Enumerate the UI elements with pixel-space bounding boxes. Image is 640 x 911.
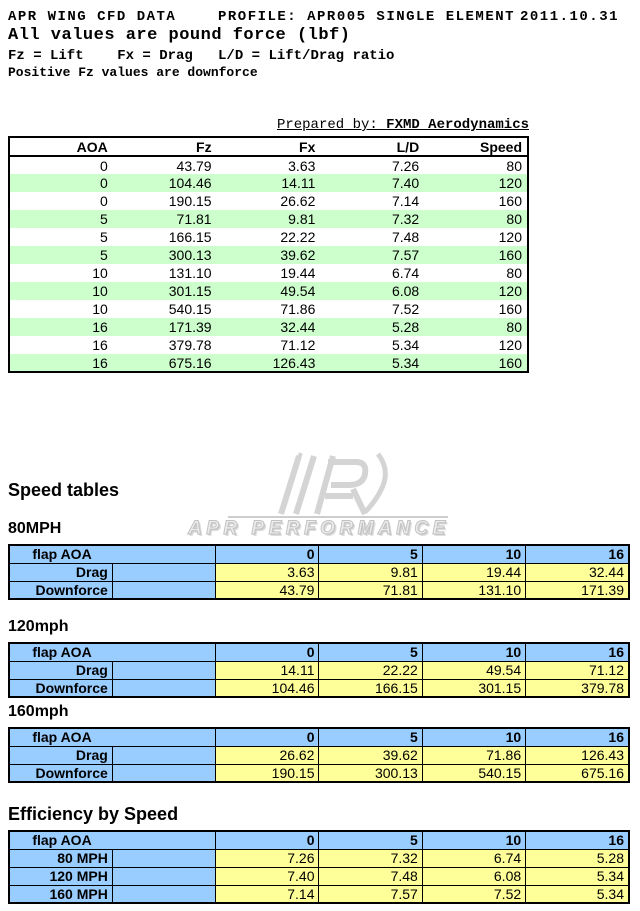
- value-cell: 7.14: [216, 885, 319, 903]
- row-label: Drag: [9, 563, 112, 581]
- table-row: [9, 282, 528, 300]
- cell: 120: [498, 229, 522, 245]
- corner-label-cell: flap AOA: [9, 831, 216, 849]
- corner-label-cell: flap AOA: [9, 545, 216, 563]
- cell: 71.12: [280, 337, 316, 353]
- cell: 26.62: [280, 193, 316, 209]
- cell: 120: [498, 175, 522, 191]
- cell: 675.16: [168, 354, 212, 371]
- efficiency-table: [8, 830, 630, 904]
- value-cell: 3.63: [216, 563, 319, 581]
- cell: 10: [92, 301, 108, 317]
- cell: 16: [92, 319, 108, 335]
- value-cell: 7.40: [216, 867, 319, 885]
- aoa-column-header: 5: [319, 831, 422, 849]
- cell: 80: [506, 319, 522, 335]
- cell: 190.15: [168, 193, 212, 209]
- cell: 19.44: [280, 265, 316, 281]
- efficiency-table-block: [8, 804, 630, 904]
- cell: 160: [498, 193, 522, 209]
- flap-aoa-header-row: [9, 545, 629, 563]
- cell: 16: [92, 337, 108, 353]
- value-cell: 301.15: [422, 679, 525, 697]
- cell: 300.13: [168, 247, 212, 263]
- row-label: Downforce: [9, 764, 112, 782]
- speed-table-120mph: [8, 618, 630, 698]
- value-cell: 39.62: [319, 746, 422, 764]
- table-row: [9, 764, 629, 782]
- row-label: Downforce: [9, 581, 112, 599]
- value-cell: 104.46: [216, 679, 319, 697]
- speed-table-160mph: [8, 703, 630, 783]
- cell: 7.14: [391, 193, 420, 209]
- aoa-column-header: 5: [319, 545, 422, 563]
- row-label: Drag: [9, 661, 112, 679]
- cell: 6.08: [391, 283, 420, 299]
- value-cell: 32.44: [526, 563, 629, 581]
- corner-label-cell: flap AOA: [9, 643, 216, 661]
- table-row: [9, 156, 528, 174]
- cell: 80: [506, 157, 522, 174]
- cell: 39.62: [280, 247, 316, 263]
- table-row: [9, 246, 528, 264]
- cell: 7.57: [391, 247, 420, 263]
- cell: 5.28: [391, 319, 420, 335]
- table-row: [9, 336, 528, 354]
- cell: 160: [498, 301, 522, 317]
- value-cell: 171.39: [526, 581, 629, 599]
- aoa-column-header: 10: [422, 831, 525, 849]
- cell: 7.48: [391, 229, 420, 245]
- value-cell: 26.62: [216, 746, 319, 764]
- value-cell: 190.15: [216, 764, 319, 782]
- aoa-column-header: 5: [319, 643, 422, 661]
- value-cell: 22.22: [319, 661, 422, 679]
- column-header: Fz: [113, 137, 217, 156]
- cfd-header-row: [9, 137, 528, 156]
- cell: 71.81: [176, 211, 212, 227]
- cell: 7.26: [391, 157, 420, 174]
- cell: 3.63: [288, 157, 316, 174]
- aoa-column-header: 0: [216, 545, 319, 563]
- cell: 43.79: [176, 157, 212, 174]
- watermark-text: APR PERFORMANCE: [188, 518, 450, 539]
- flap-aoa-header-row: [9, 728, 629, 746]
- column-header: L/D: [320, 137, 424, 156]
- table-row: [9, 849, 629, 867]
- efficiency-section-title: Efficiency by Speed: [8, 804, 179, 824]
- prepared-by: [8, 117, 529, 133]
- spacer-cell: [112, 867, 215, 885]
- spacer-cell: [112, 661, 215, 679]
- cell: 166.15: [168, 229, 212, 245]
- cell: 22.22: [280, 229, 316, 245]
- aoa-column-header: 0: [216, 831, 319, 849]
- value-cell: 5.34: [526, 867, 629, 885]
- table-row: [9, 581, 629, 599]
- column-header: Fx: [217, 137, 321, 156]
- spacer-cell: [112, 563, 215, 581]
- table-row: [9, 746, 629, 764]
- table-row: [9, 679, 629, 697]
- value-cell: 126.43: [526, 746, 629, 764]
- speed-table-heading: 120mph: [8, 618, 69, 635]
- cell: 540.15: [168, 301, 212, 317]
- value-cell: 7.52: [422, 885, 525, 903]
- table-row: [9, 318, 528, 336]
- aoa-column-header: 10: [422, 643, 525, 661]
- row-label: 120 MPH: [9, 867, 112, 885]
- cell: 7.52: [391, 301, 420, 317]
- value-cell: 9.81: [319, 563, 422, 581]
- cell: 16: [92, 354, 108, 371]
- table-row: [9, 885, 629, 903]
- cell: 49.54: [280, 283, 316, 299]
- cell: 80: [506, 211, 522, 227]
- table-row: [9, 563, 629, 581]
- table-row: [9, 228, 528, 246]
- table-row: [9, 210, 528, 228]
- row-label: 80 MPH: [9, 849, 112, 867]
- cell: 5: [100, 247, 108, 263]
- aoa-column-header: 0: [216, 728, 319, 746]
- cell: 7.32: [391, 211, 420, 227]
- value-cell: 6.08: [422, 867, 525, 885]
- table-row: [9, 661, 629, 679]
- prepared-by-label: Prepared by:: [276, 117, 387, 133]
- value-cell: 5.34: [526, 885, 629, 903]
- value-cell: 540.15: [422, 764, 525, 782]
- speed-table-heading: 160mph: [8, 703, 69, 720]
- speed-table-heading: 80MPH: [8, 520, 62, 537]
- cell: 126.43: [272, 354, 316, 371]
- speed-table-80mph: [8, 520, 630, 600]
- aoa-column-header: 16: [526, 545, 629, 563]
- aoa-column-header: 5: [319, 728, 422, 746]
- spacer-cell: [112, 885, 215, 903]
- speed-tables-section-title: Speed tables: [8, 480, 120, 500]
- cell: 10: [92, 265, 108, 281]
- cell: 0: [100, 157, 108, 174]
- table-row: [9, 354, 528, 372]
- value-cell: 43.79: [216, 581, 319, 599]
- spacer-cell: [112, 746, 215, 764]
- cell: 160: [498, 354, 522, 371]
- cell: 379.78: [168, 337, 212, 353]
- value-cell: 7.57: [319, 885, 422, 903]
- aoa-column-header: 10: [422, 545, 525, 563]
- value-cell: 7.32: [319, 849, 422, 867]
- table-row: [9, 192, 528, 210]
- cell: 5: [100, 211, 108, 227]
- cfd-table: [8, 136, 529, 373]
- cell: 171.39: [168, 319, 212, 335]
- table-row: [9, 300, 528, 318]
- cell: 0: [100, 193, 108, 209]
- table-row: [9, 174, 528, 192]
- spacer-cell: [112, 581, 215, 599]
- doc-subtitle: All values are pound force (lbf): [8, 26, 351, 45]
- aoa-column-header: 0: [216, 643, 319, 661]
- column-header: AOA: [9, 137, 113, 156]
- cell: 5.34: [391, 337, 420, 353]
- cell: 14.11: [281, 175, 316, 191]
- doc-title: APR WING CFD DATA: [8, 9, 177, 25]
- table-row: [9, 264, 528, 282]
- doc-profile: PROFILE: APR005 SINGLE ELEMENT: [218, 9, 516, 25]
- cell: 301.15: [168, 283, 212, 299]
- flap-aoa-header-row: [9, 643, 629, 661]
- cell: 9.81: [288, 211, 316, 227]
- cell: 5: [100, 229, 108, 245]
- corner-label-cell: flap AOA: [9, 728, 216, 746]
- value-cell: 71.12: [526, 661, 629, 679]
- flap-aoa-header-row: [9, 831, 629, 849]
- value-cell: 71.86: [422, 746, 525, 764]
- cell: 131.10: [168, 265, 212, 281]
- cell: 71.86: [280, 301, 316, 317]
- value-cell: 6.74: [422, 849, 525, 867]
- cell: 7.40: [391, 175, 420, 191]
- spacer-cell: [112, 849, 215, 867]
- row-label: Drag: [9, 746, 112, 764]
- value-cell: 14.11: [216, 661, 319, 679]
- value-cell: 675.16: [526, 764, 629, 782]
- value-cell: 7.26: [216, 849, 319, 867]
- cell: 5.34: [391, 354, 420, 371]
- value-cell: 131.10: [422, 581, 525, 599]
- aoa-column-header: 16: [526, 831, 629, 849]
- aoa-column-header: 10: [422, 728, 525, 746]
- value-cell: 300.13: [319, 764, 422, 782]
- doc-legend: Fz = Lift Fx = Drag L/D = Lift/Drag ratio: [8, 48, 395, 64]
- value-cell: 49.54: [422, 661, 525, 679]
- spacer-cell: [112, 764, 215, 782]
- aoa-column-header: 16: [526, 643, 629, 661]
- table-row: [9, 867, 629, 885]
- value-cell: 166.15: [319, 679, 422, 697]
- cell: 6.74: [391, 265, 420, 281]
- doc-date: 2011.10.31: [520, 9, 620, 25]
- cell: 160: [498, 247, 522, 263]
- cell: 120: [498, 283, 522, 299]
- cell: 10: [92, 283, 108, 299]
- value-cell: 379.78: [526, 679, 629, 697]
- cell: 0: [100, 175, 108, 191]
- column-header: Speed: [424, 137, 528, 156]
- cell: 104.46: [168, 175, 212, 191]
- prepared-by-value: FXMD Aerodynamics: [386, 117, 529, 133]
- value-cell: 5.28: [526, 849, 629, 867]
- row-label: Downforce: [9, 679, 112, 697]
- row-label: 160 MPH: [9, 885, 112, 903]
- aoa-column-header: 16: [526, 728, 629, 746]
- value-cell: 19.44: [422, 563, 525, 581]
- cell: 120: [498, 337, 522, 353]
- spacer-cell: [112, 679, 215, 697]
- value-cell: 71.81: [319, 581, 422, 599]
- cell: 80: [506, 265, 522, 281]
- cell: 32.44: [280, 319, 316, 335]
- doc-note: Positive Fz values are downforce: [8, 65, 258, 80]
- value-cell: 7.48: [319, 867, 422, 885]
